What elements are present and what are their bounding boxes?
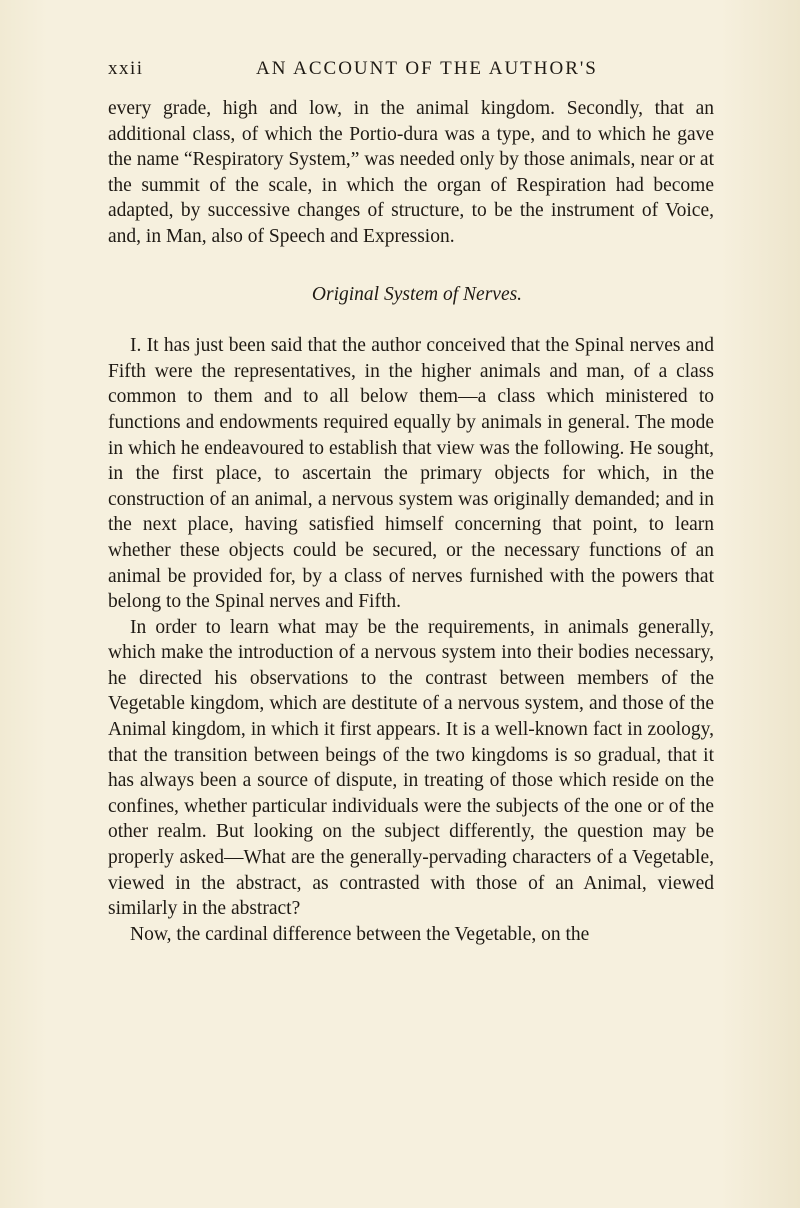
body-text: [108, 96, 714, 947]
paragraph: In order to learn what may be the requirements, in animals generally, which make the introduction of a nervous system into their bodies necessary, he directed his observations to the contrast between members of the Vegetable kingdom, which are destitute of a nervous system, and those of the Animal kingdom, in which it first appears. It is a well-known fact in zoology, that the transition between beings of the two kingdoms is so gradual, that it has always been a source of dispute, in treating of those which reside on the confines, whether particular individuals were the subjects of the one or of the other realm. But looking on the subject differently, the question may be properly asked—What are the generally-pervading characters of a Vegetable, viewed in the abstract, as contrasted with those of an Animal, viewed similarly in the abstract?: [108, 616, 714, 920]
running-title: AN ACCOUNT OF THE AUTHOR'S: [256, 58, 598, 79]
section-heading: Original System of Nerves.: [311, 283, 523, 305]
running-head: [108, 58, 708, 82]
page-number: xxii: [108, 58, 144, 79]
paragraph: Now, the cardinal difference between the Vegetable, on the: [130, 923, 590, 945]
paragraph-continued: every grade, high and low, in the animal kingdom. Secondly, that an additional class, of which the Portio-dura was a type, and to which he gave the name “Respiratory System,” was needed only by those animals, near or at the summit of the scale, in which the organ of Respiration had become adapted, by successive changes of structure, to be the instrument of Voice, and, in Man, also of Speech and Expression.: [108, 98, 714, 247]
paragraph: I. It has just been said that the author conceived that the Spinal nerves and Fifth were the representatives, in the higher animals and man, of a class common to them and to all below them—a class which ministered to functions and endowments required equally by animals in general. The mode in which he endeavoured to establish that view was the following. He sought, in the first place, to ascertain the primary objects for which, in the construction of an animal, a nervous system was originally demanded; and in the next place, having satisfied himself concerning that point, to learn whether these objects could be secured, or the necessary functions of an animal be provided for, by a class of nerves furnished with the powers that belong to the Spinal nerves and Fifth.: [108, 335, 714, 613]
